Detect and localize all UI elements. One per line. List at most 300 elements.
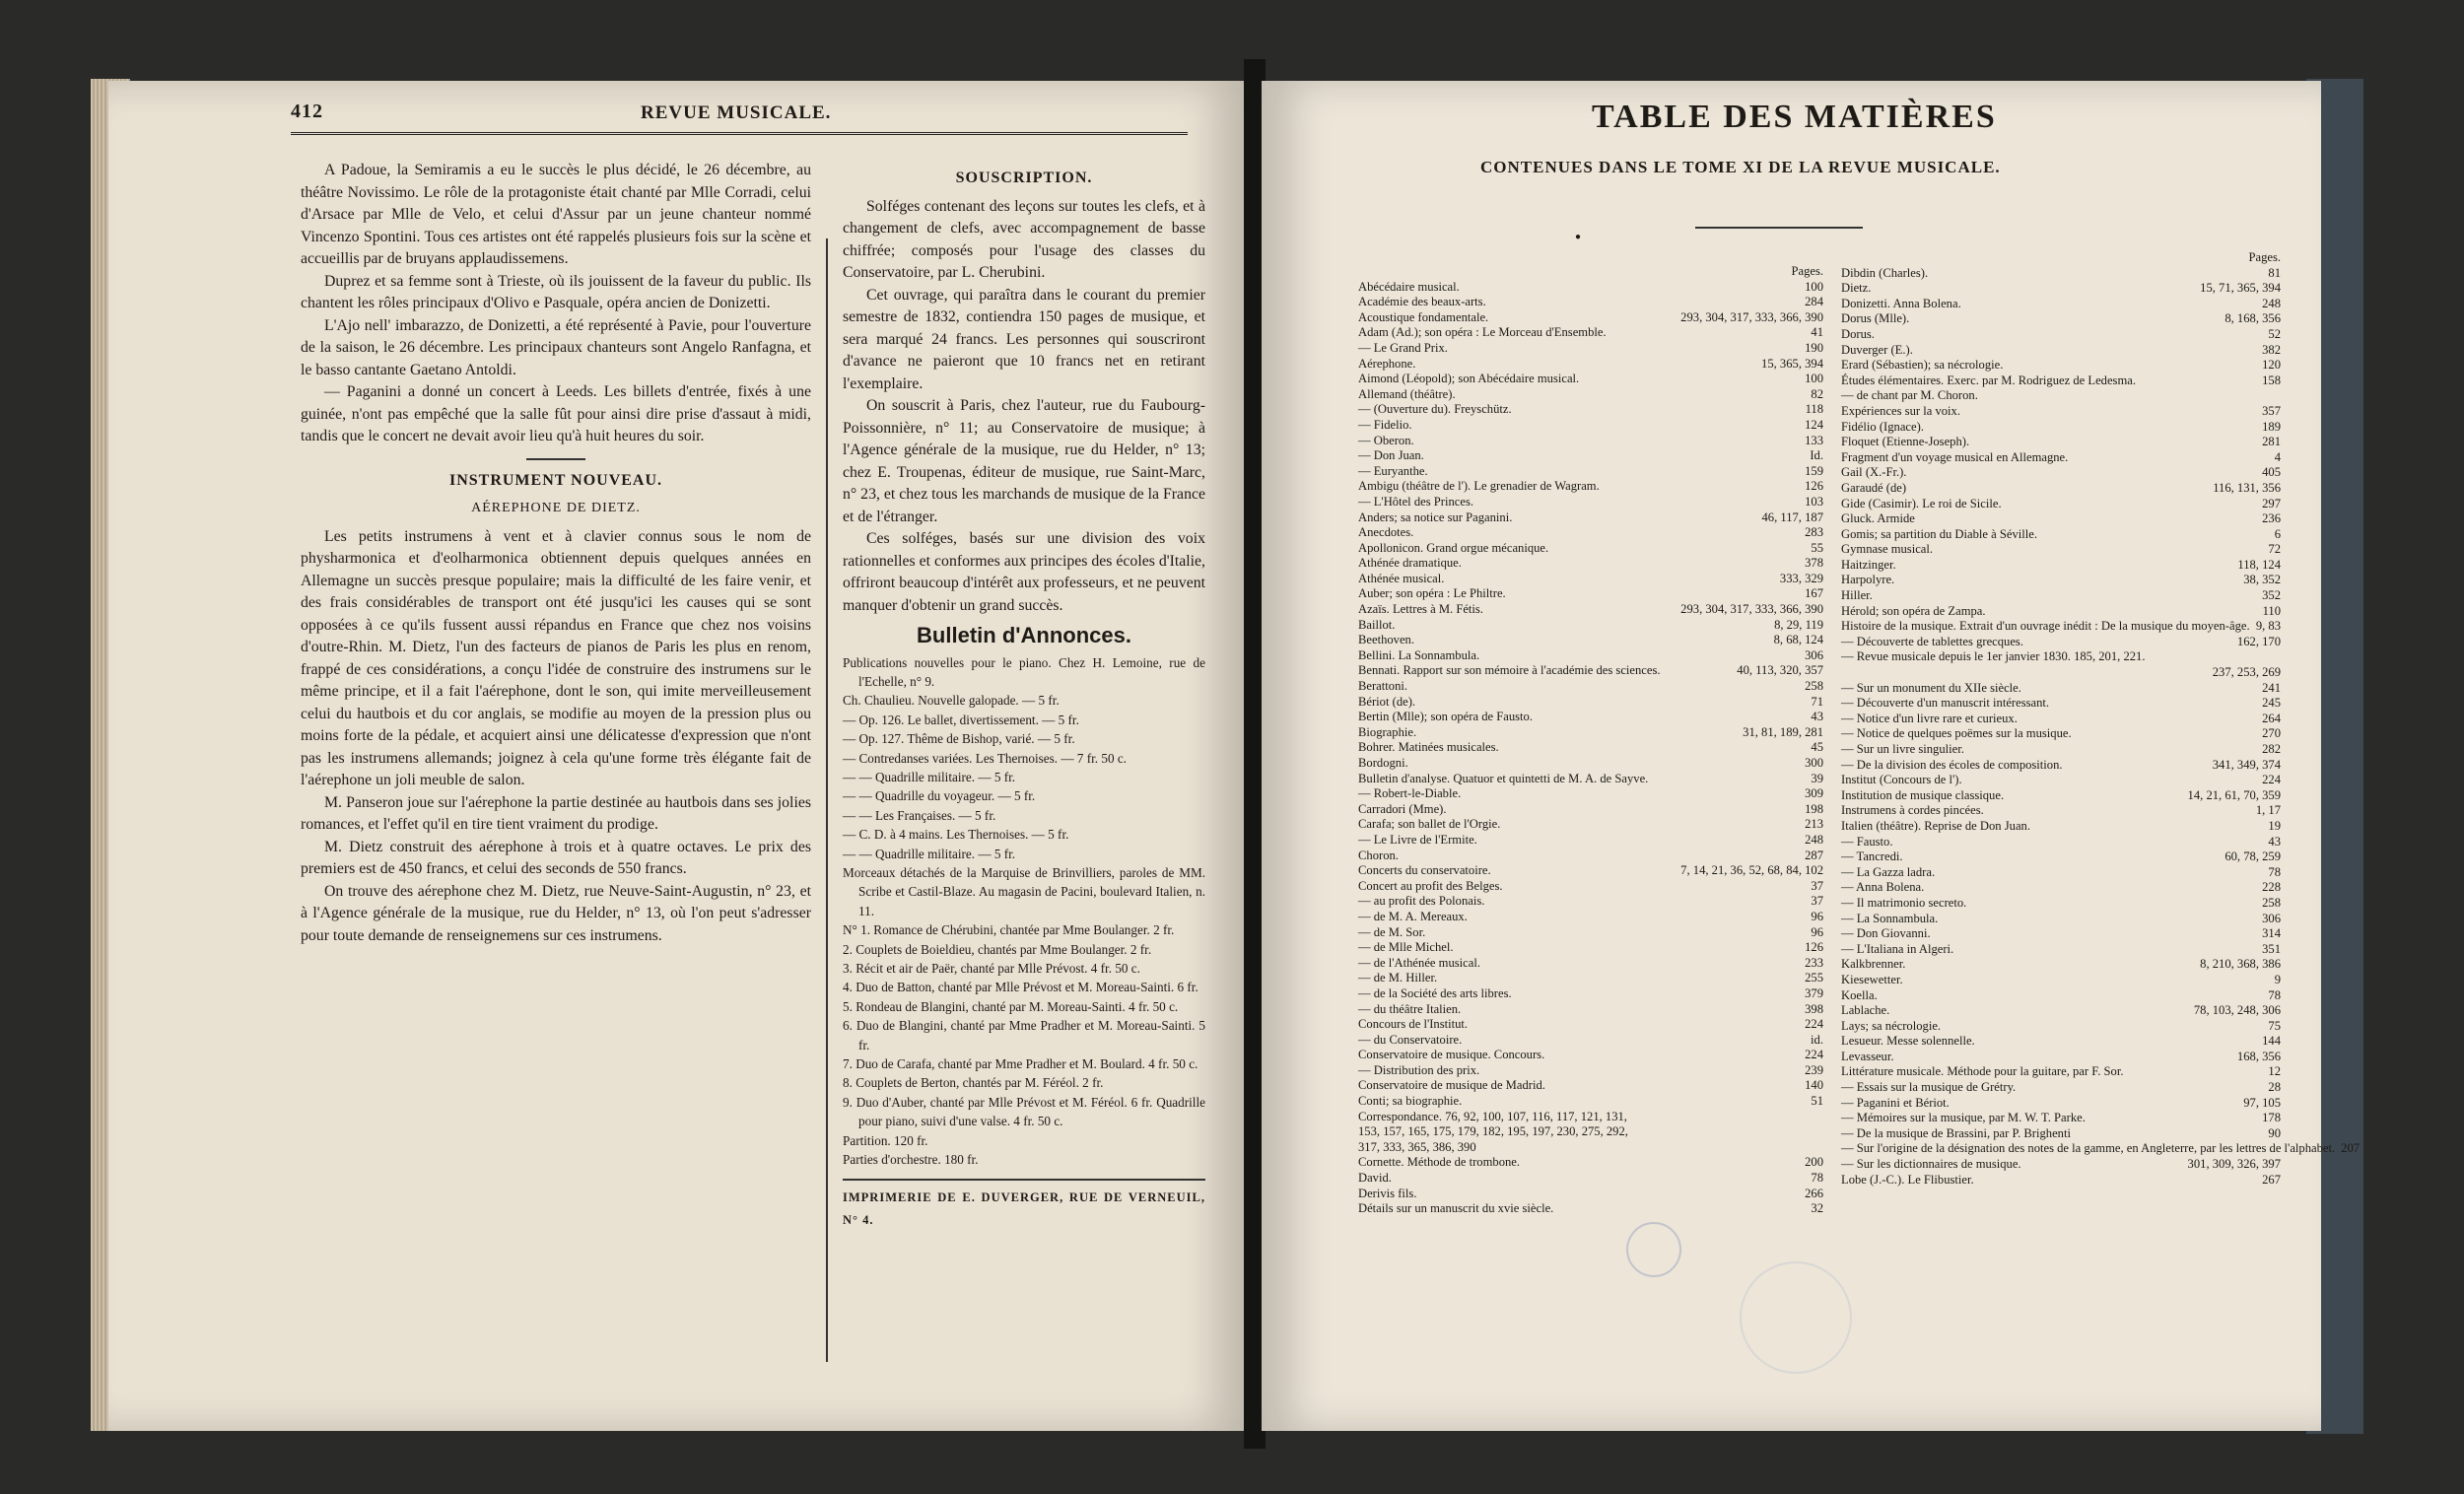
toc-entry-title: — au profit des Polonais. [1358,894,1485,909]
imprint: IMPRIMERIE DE E. DUVERGER, RUE DE VERNEUIL, N° 4. [843,1179,1205,1231]
toc-entry-pages: 224 [1805,1048,1823,1062]
ornament-rule [1695,227,1863,229]
toc-entry-pages: 264 [2262,711,2281,725]
toc-entry-title: David. [1358,1171,1392,1186]
toc-entry-pages: 351 [2262,941,2281,956]
toc-entry [1358,586,1823,602]
toc-entry-pages: 248 [2262,296,2281,310]
bulletin-item: — C. D. à 4 mains. Les Thernoises. — 5 fr. [843,827,1069,843]
paragraph: A Padoue, la Semiramis a eu le succès le plus décidé, le 26 décembre, au théâtre Novissimo. Le rôle de la protagoniste était chanté par Mlle Corradi, celui d'Arsace par Mlle de Velo, et celui d'Assur par un jeune chanteur nommé Vincenzo Spontini. Tous ces artistes ont été rappelés plusieurs fois sur la scène et accueillis par de bruyans applaudissemens. [301,162,811,267]
toc-entry [1841,758,2281,774]
toc-entry-pages: 144 [2262,1034,2281,1049]
toc-entry-pages: 270 [2262,726,2281,741]
toc-entry-pages: 90 [2268,1125,2281,1140]
toc-entry-title: Ambigu (théâtre de l'). Le grenadier de Wagram. [1358,479,1600,494]
toc-entry-pages: 314 [2262,926,2281,941]
bulletin-item: 4. Duo de Batton, chanté par Mlle Prévost et M. Moreau-Sainti. 6 fr. [843,980,1198,995]
toc-entry-pages: 14, 21, 61, 70, 359 [2187,787,2281,802]
toc-entry-pages: 301, 309, 326, 397 [2187,1157,2281,1172]
toc-entry-title: Conservatoire de musique. Concours. [1358,1048,1545,1062]
toc-entry-title: Détails sur un manuscrit du xvie siècle. [1358,1201,1554,1216]
toc-entry [1358,725,1823,741]
toc-entry [1358,817,1823,833]
bulletin-title: Bulletin d'Annonces. [917,623,1131,647]
toc-entry-pages: 167 [1805,586,1823,601]
toc-entry-title: — Mémoires sur la musique, par M. W. T. Parke. [1841,1111,2086,1125]
toc-entry [1841,1064,2281,1080]
toc-entry [1358,633,1823,648]
toc-entry-title: — La Gazza ladra. [1841,864,1936,879]
toc-entry-pages: 118, 124 [2237,557,2281,572]
toc-entry [1358,956,1823,972]
toc-entry-title: Anders; sa notice sur Paganini. [1358,509,1513,524]
toc-entry [1841,803,2281,819]
toc-entry-title: Gomis; sa partition du Diable à Séville. [1841,526,2038,541]
toc-entry-pages: 405 [2262,465,2281,480]
toc-entry-pages: 281 [2262,435,2281,449]
paragraph: — Paganini a donné un concert à Leeds. Les billets d'entrée, fixés à une guinée, n'ont pas empêché que la salle fût pour ainsi dire prise d'assaut à midi, tandis que le concert ne devait avoir lieu qu'à huit heures du soir. [301,383,811,444]
toc-entry [1841,742,2281,758]
toc-entry-title: — de M. Sor. [1358,924,1426,939]
toc-entry [1841,835,2281,850]
toc-entry [1841,788,2281,804]
toc-entry-pages: 100 [1805,372,1823,386]
toc-entry-title: — du Conservatoire. [1358,1032,1463,1047]
toc-entry [1358,1002,1823,1018]
toc-entry-title: Carafa; son ballet de l'Orgie. [1358,817,1501,832]
toc-entry-pages: 284 [1805,295,1823,309]
toc-entry-title: Académie des beaux-arts. [1358,295,1486,309]
toc-entry-title: — de l'Athénée musical. [1358,955,1480,970]
toc-entry-title: — Le Livre de l'Ermite. [1358,832,1477,847]
toc-entry-title: Gluck. Armide [1841,511,1915,526]
toc-entry [1841,1141,2361,1157]
toc-entry-title: Anecdotes. [1358,525,1414,540]
toc-entry-pages: 78, 103, 248, 306 [2193,1003,2281,1018]
bulletin-item: 3. Récit et air de Paër, chanté par Mlle Prévost. 4 fr. 50 c. [843,961,1140,976]
toc-entry-pages: 52 [2268,326,2281,341]
toc-entry-pages: 140 [1805,1078,1823,1093]
toc-entry [1841,588,2281,604]
toc-column-1 [1358,264,1823,1217]
toc-entry-title: — De la musique de Brassini, par P. Brighenti [1841,1125,2071,1140]
toc-entry-pages: 78 [1811,1171,1823,1186]
toc-entry-title: Fidélio (Ignace). [1841,419,1924,434]
toc-entry [1841,926,2281,942]
toc-entry-pages: 228 [2262,880,2281,895]
toc-entry-title: Lobe (J.-C.). Le Flibustier. [1841,1172,1974,1187]
toc-entry-title: — Découverte d'un manuscrit intéressant. [1841,696,2050,711]
toc-entry [1841,973,2281,988]
toc-entry-title: Italien (théâtre). Reprise de Don Juan. [1841,818,2030,833]
toc-entry-title: Institution de musique classique. [1841,787,2005,802]
toc-entry-pages: 8, 168, 356 [2224,311,2281,326]
bulletin-item: Morceaux détachés de la Marquise de Brinvilliers, paroles de MM. Scribe et Castil-Blaze. Au magasin de Pacini, boulevard Italien, n. 11. [843,864,1205,918]
toc-entry-title: Concours de l'Institut. [1358,1017,1469,1032]
toc-entry-pages: 248 [1805,832,1823,847]
toc-entry-pages: 7, 14, 21, 36, 52, 68, 84, 102 [1680,863,1823,878]
toc-entry [1841,912,2281,927]
toc-entry [1358,448,1823,464]
right-page [1262,81,2361,1431]
toc-entry-title: Bériot (de). [1358,694,1416,709]
toc-entry-title: — Sur les dictionnaires de musique. [1841,1157,2021,1172]
toc-entry [1358,479,1823,495]
toc-entry-pages: 8, 68, 124 [1773,633,1823,647]
toc-entry-title: Koella. [1841,987,1878,1002]
toc-entry-pages: 341, 349, 374 [2212,757,2281,772]
toc-entry-title: Histoire de la musique. Extrait d'un ouvrage inédit : De la musique du moyen-âge. [1841,619,2250,634]
toc-entry [1841,1080,2281,1096]
toc-entry [1841,880,2281,896]
toc-entry [1841,773,2281,788]
toc-entry-title: — de M. A. Mereaux. [1358,909,1468,923]
bulletin-item: — — Quadrille militaire. — 5 fr. [843,846,1016,861]
toc-entry-title: Bordogni. [1358,756,1408,770]
toc-entry-title: Abécédaire musical. [1358,279,1460,294]
toc-entry-title: Biographie. [1358,724,1417,739]
toc-entry [1841,542,2281,558]
toc-entry-pages: 190 [1805,340,1823,355]
toc-entry-title: — Sur un livre singulier. [1841,742,1964,756]
toc-entry-title: Athénée dramatique. [1358,556,1462,571]
bulletin-item: — — Quadrille militaire. — 5 fr. [843,769,1016,784]
toc-entry-title: — Don Giovanni. [1841,926,1931,941]
toc-entry-title: Kiesewetter. [1841,972,1903,986]
bulletin-item: Partition. 120 fr. [843,1132,928,1148]
bulletin-item: Ch. Chaulieu. Nouvelle galopade. — 5 fr. [843,693,1060,709]
toc-entry-pages: 116, 131, 356 [2213,480,2281,495]
toc-entry-title: 317, 333, 365, 386, 390 [1358,1139,1476,1154]
toc-entry [1358,695,1823,711]
toc-entry [1841,604,2281,620]
toc-entry-pages: 43 [1811,710,1823,724]
toc-entry [1841,957,2281,973]
paragraph: L'Ajo nell' imbarazzo, de Donizetti, a été représenté à Pavie, pour l'ouverture de la saison, le 26 décembre. Les principaux chanteurs sont Angelo Ranfagna, et le basso cantante Gaetano Antoldi. [301,316,811,378]
toc-entry-title: — L'Italiana in Algeri. [1841,941,1954,956]
toc-entry-title: Lesueur. Messe solennelle. [1841,1034,1975,1049]
toc-entry-pages: 333, 329 [1779,571,1823,585]
toc-entry-pages: 75 [2268,1018,2281,1033]
toc-entry [1841,481,2281,497]
toc-entry [1841,619,2281,635]
toc-entry-title: Littérature musicale. Méthode pour la guitare, par F. Sor. [1841,1064,2124,1079]
toc-column-2 [1841,250,2361,1188]
toc-entry-pages: 224 [1805,1017,1823,1032]
toc-entry-title: Études élémentaires. Exerc. par M. Rodriguez de Ledesma. [1841,373,2136,387]
toc-entry-pages: 357 [2262,403,2281,418]
toc-entry-pages: 293, 304, 317, 333, 366, 390 [1680,309,1823,324]
toc-entry [1841,420,2281,436]
toc-entry-pages: 71 [1811,694,1823,709]
toc-entry [1358,1094,1823,1110]
toc-entry [1358,1048,1823,1063]
toc-entry [1841,388,2281,404]
toc-entry [1841,511,2281,527]
toc-entry-title: Kalkbrenner. [1841,957,1906,972]
toc-entry-pages: 382 [2262,342,2281,357]
toc-entry [1358,280,1823,296]
toc-entry [1358,802,1823,818]
toc-entry-title: Fragment d'un voyage musical en Allemagne. [1841,449,2069,464]
bulletin-item: 5. Rondeau de Blangini, chanté par M. Moreau-Sainti. 4 fr. 50 c. [843,998,1179,1014]
pages-label: Pages. [1791,264,1823,278]
toc-entry-pages: 189 [2262,419,2281,434]
toc-entry-title: Berattoni. [1358,679,1408,694]
toc-entry [1841,1003,2281,1019]
toc-entry-title: — Sur un monument du XIIe siècle. [1841,680,2021,695]
toc-entry [1841,281,2281,297]
toc-entry-pages: 51 [1811,1094,1823,1109]
bulletin-item: — — Quadrille du voyageur. — 5 fr. [843,788,1036,804]
toc-entry-pages: 120 [2262,358,2281,373]
toc-entry-title: Floquet (Etienne-Joseph). [1841,435,1970,449]
toc-entry [1358,1033,1823,1049]
paragraph: M. Dietz construit des aérephone à trois et à quatre octaves. Le prix des premiers est de 450 francs, et celui des seconds de 550 francs. [301,838,811,877]
toc-entry-pages: 82 [1811,386,1823,401]
toc-entry-pages: 15, 71, 365, 394 [2200,281,2281,296]
running-head: REVUE MUSICALE. [641,102,832,123]
toc-entry [1358,510,1823,526]
toc-entry-pages: 1, 17 [2255,803,2281,818]
toc-entry-pages: 100 [1805,279,1823,294]
toc-entry-title: — Le Grand Prix. [1358,340,1448,355]
toc-entry-pages: 40, 113, 320, 357 [1737,663,1823,678]
toc-entry [1841,497,2281,512]
toc-entry-title: Correspondance. 76, 92, 100, 107, 116, 117, 121, 131, [1358,1109,1627,1123]
toc-entry [1358,295,1823,310]
toc-entry-pages: 72 [2268,542,2281,557]
toc-entry-pages: 4 [2274,449,2281,464]
toc-entry [1358,495,1823,510]
toc-entry-pages: 37 [1811,894,1823,909]
toc-entry-title: Haitzinger. [1841,557,1896,572]
toc-entry [1841,573,2281,588]
toc-entry-title: Beethoven. [1358,633,1415,647]
toc-entry-title: Bellini. La Sonnambula. [1358,647,1480,662]
bulletin-item: — Contredanses variées. Les Thernoises. — 7 fr. 50 c. [843,750,1127,766]
toc-entry-pages: 233 [1805,955,1823,970]
toc-entry [1358,910,1823,925]
toc-entry-title: Bulletin d'analyse. Quatuor et quintetti de M. A. de Sayve. [1358,771,1649,785]
toc-entry-pages: 241 [2262,680,2281,695]
toc-entry [1358,894,1823,910]
toc-entry [1358,740,1823,756]
bulletin-item: N° 1. Romance de Chérubini, chantée par Mme Boulanger. 2 fr. [843,922,1175,938]
toc-entry [1358,1124,1823,1140]
toc-entry-title: — de M. Hiller. [1358,971,1438,985]
toc-entry [1358,1017,1823,1033]
bulletin-item: 8. Couplets de Berton, chantés par M. Féréol. 2 fr. [843,1075,1104,1091]
toc-entry-title: — De la division des écoles de composition. [1841,757,2063,772]
toc-entry-pages: 162, 170 [2236,634,2281,648]
toc-entry-pages: 81 [2268,265,2281,280]
toc-entry [1841,712,2281,727]
toc-entry-title: Hiller. [1841,588,1873,603]
toc-entry-title: Bertin (Mlle); son opéra de Fausto. [1358,710,1533,724]
toc-entry-title: — Paganini et Bériot. [1841,1095,1950,1110]
toc-entry [1358,879,1823,895]
bulletin-item: 6. Duo de Blangini, chanté par Mme Pradher et M. Moreau-Sainti. 5 fr. [843,1018,1205,1053]
toc-entry-title: Gail (X.-Fr.). [1841,465,1907,480]
toc-entry-pages: 31, 81, 189, 281 [1743,724,1823,739]
toc-entry-pages: 32 [1811,1201,1823,1216]
toc-entry [1358,772,1823,787]
pages-label: Pages. [2248,250,2281,264]
toc-entry-title: Dietz. [1841,281,1872,296]
toc-entry-title: Conti; sa biographie. [1358,1094,1463,1109]
toc-entry [1841,374,2281,389]
toc-entry-title: — Robert-le-Diable. [1358,786,1462,801]
toc-entry-title: Donizetti. Anna Bolena. [1841,296,1961,310]
toc-entry [1358,341,1823,357]
toc-entry-title: — Il matrimonio secreto. [1841,895,1967,910]
toc-entry [1358,1201,1823,1217]
toc-entry-pages: 306 [2262,911,2281,925]
toc-entry [1841,819,2281,835]
toc-entry-pages: 255 [1805,971,1823,985]
toc-entry-pages: 159 [1805,463,1823,478]
section-subtitle: AÉREPHONE DE DIETZ. [471,501,641,515]
toc-entry-title: Hérold; son opéra de Zampa. [1841,603,1986,618]
left-column-1 [301,160,811,947]
toc-entry [1841,558,2281,574]
toc-entry [1841,450,2281,466]
bulletin-item: — Op. 127. Thême de Bishop, varié. — 5 fr. [843,731,1075,747]
toc-entry-pages: 258 [2262,895,2281,910]
toc-entry-pages: 309 [1805,786,1823,801]
toc-entry-title: — Tancredi. [1841,849,1903,864]
toc-entry-pages: 258 [1805,679,1823,694]
toc-entry-title: Bohrer. Matinées musicales. [1358,740,1499,755]
toc-entry [1358,1155,1823,1171]
toc-entry-pages: 245 [2262,696,2281,711]
toc-entry-pages: 293, 304, 317, 333, 366, 390 [1680,602,1823,617]
toc-entry-pages: 39 [1811,771,1823,785]
toc-entry-pages: 200 [1805,1155,1823,1170]
toc-entry-pages: 237, 253, 269 [2212,665,2281,680]
section-separator [526,458,585,460]
toc-entry-pages: 43 [2268,834,2281,849]
toc-entry-pages: 207 [2341,1141,2361,1156]
toc-entry [1841,988,2281,1004]
toc-entry-pages: 37 [1811,878,1823,893]
bulletin-item: 2. Couplets de Boieldieu, chantés par Mme Boulanger. 2 fr. [843,941,1152,957]
toc-entry-pages: 41 [1811,325,1823,340]
toc-entry-title: Lays; sa nécrologie. [1841,1018,1942,1033]
toc-entry-title: Aimond (Léopold); son Abécédaire musical. [1358,372,1580,386]
toc-entry-pages: 60, 78, 259 [2224,849,2281,864]
toc-entry-pages: 110 [2262,603,2281,618]
toc-entry [1841,649,2281,665]
toc-entry [1358,986,1823,1002]
toc-entry [1358,372,1823,387]
toc-entry-title: — Découverte de tablettes grecques. [1841,634,2023,648]
toc-entry [1841,1034,2281,1050]
toc-entry-title: — Notice de quelques poëmes sur la musique. [1841,726,2072,741]
toc-entry-title: Athénée musical. [1358,571,1445,585]
toc-entry [1358,940,1823,956]
paragraph: On trouve des aérephone chez M. Dietz, rue Neuve-Saint-Augustin, n° 23, et à l'Agence générale de la musique, rue du Helder, n° 13, où l'on peut s'adresser pour toute demande de renseignemens sur ces instrumens. [301,882,811,944]
toc-entry-pages: 352 [2262,588,2281,603]
toc-entry [1841,404,2281,420]
toc-entry-pages: 118 [1805,402,1823,417]
toc-entry-pages: id. [1811,1032,1823,1047]
toc-entry [1358,863,1823,879]
toc-entry-title: — Distribution des prix. [1358,1062,1480,1077]
toc-entry-pages: 78 [2268,864,2281,879]
toc-entry [1841,358,2281,374]
toc-entry-title: Carradori (Mme). [1358,801,1447,816]
toc-entry-title: Levasseur. [1841,1049,1894,1063]
toc-entry-title: Azaïs. Lettres à M. Fétis. [1358,602,1483,617]
toc-entry [1841,435,2281,450]
paragraph: Solféges contenant des leçons sur toutes les clefs, et à changement de clefs, avec accompagnement de basse chiffrée; composés pour l'usage des classes du Conservatoire, par L. Cherubini. [843,197,1205,281]
toc-entry [1358,464,1823,480]
toc-entry-title: Gide (Casimir). Le roi de Sicile. [1841,496,2002,510]
toc-entry [1358,1078,1823,1094]
bullet-mark: ● [1575,232,1582,242]
toc-entry-pages: 38, 352 [2243,573,2281,587]
toc-entry [1841,311,2281,327]
paragraph: M. Panseron joue sur l'aérephone la partie destinée au hautbois dans ses jolies romances, et l'effet qu'il en tire tient vraiment du prodige. [301,793,811,833]
toc-entry [1358,357,1823,373]
toc-entry [1841,1173,2281,1188]
toc-entry-title: Harpolyre. [1841,573,1895,587]
toc-entry [1841,896,2281,912]
toc-entry-pages: 178 [2262,1111,2281,1125]
bulletin-list [843,653,1205,1170]
toc-entry [1841,665,2281,681]
toc-entry-pages: 133 [1805,433,1823,447]
toc-entry-title: Apollonicon. Grand orgue mécanique. [1358,540,1549,555]
toc-title: TABLE DES MATIÈRES [1592,99,1997,135]
toc-entry [1841,1111,2281,1126]
bulletin-item: — Op. 126. Le ballet, divertissement. — 5 fr. [843,712,1079,727]
toc-entry-title: Lablache. [1841,1003,1890,1018]
toc-entry [1841,726,2281,742]
paragraph: Cet ouvrage, qui paraîtra dans le courant du premier semestre de 1832, contiendra 150 pages de musique, et sera marqué 24 francs. Les personnes qui souscriront d'avance ne paieront que 10 francs net en retirant l'exemplaire. [843,286,1205,392]
toc-entry [1358,541,1823,557]
toc-entry-title: Bennati. Rapport sur son mémoire à l'académie des sciences. [1358,663,1661,678]
left-page [108,81,1247,1431]
toc-entry-title: — Essais sur la musique de Grétry. [1841,1080,2017,1095]
toc-entry [1841,266,2281,282]
toc-entry-pages: 306 [1805,647,1823,662]
toc-entry-pages: 78 [2268,987,2281,1002]
toc-entry-title: Derivis fils. [1358,1186,1417,1200]
toc-entry-title: Allemand (théâtre). [1358,386,1456,401]
toc-entry [1841,942,2281,958]
toc-entry-pages: 224 [2262,773,2281,787]
toc-entry [1358,1187,1823,1202]
toc-entry [1841,297,2281,312]
toc-entry-pages: 55 [1811,540,1823,555]
toc-entry-pages: 398 [1805,1001,1823,1016]
paragraph: Duprez et sa femme sont à Trieste, où ils jouissent de la faveur du public. Ils chantent les rôles principaux d'Olivo e Pasquale, opéra ancien de Donizetti. [301,272,811,311]
toc-entry-title: Conservatoire de musique de Madrid. [1358,1078,1545,1093]
toc-entry-title: Institut (Concours de l'). [1841,773,1962,787]
toc-entry-title: Dibdin (Charles). [1841,265,1929,280]
toc-entry [1841,343,2281,359]
toc-entry-pages: 126 [1805,940,1823,955]
toc-entry-title: Adam (Ad.); son opéra : Le Morceau d'Ensemble. [1358,325,1607,340]
toc-entry-title: Cornette. Méthode de trombone. [1358,1155,1521,1170]
toc-entry-pages: 282 [2262,742,2281,756]
toc-entry [1358,786,1823,802]
left-column-2 [843,160,1205,1231]
toc-entry-title: Baillot. [1358,617,1396,632]
